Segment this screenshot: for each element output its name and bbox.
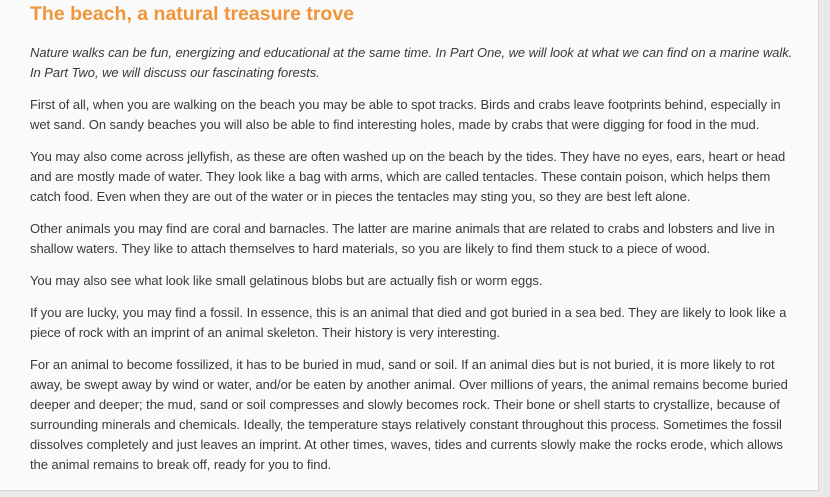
fossilization-paragraph: For an animal to become fossilized, it has to be buried in mud, sand or soil. If an animal dies but is not buried, it is more likely to rot away, be swept away by wind or water, and/or be eaten by another animal. Over millions of years, the animal remains become buried deeper and deeper; the mud, sand or soil compresses and slowly becomes rock. Their bone or shell starts to crystallize, because of surrounding minerals and chemicals. Ideally, the temperature stays relatively constant throughout this process. Sometimes the fossil dissolves completely and just leaves an imprint. At other times, waves, tides and currents slowly make the rocks erode, which allows the animal remains to break off, ready for you to find. — [30, 357, 788, 472]
jellyfish-paragraph: You may also come across jellyfish, as these are often washed up on the beach by the tides. They have no eyes, ears, heart or head and are mostly made of water. They look like a bag with arms, which are called tentacles. These contain poison, which helps them catch food. Even when they are out of the water or in pieces the tentacles may sting you, so they are best left alone. — [30, 149, 786, 204]
coral-barnacles-paragraph: Other animals you may find are coral and barnacles. The latter are marine animals that are related to crabs and lobsters and live in shallow waters. They like to attach themselves to hard materials, so you are likely to find them stuck to a piece of wood. — [30, 221, 775, 256]
fossil-paragraph: If you are lucky, you may find a fossil. In essence, this is an animal that died and got buried in a sea bed. They are likely to look like a piece of rock with an imprint of an animal skeleton. Their history is very interesting. — [30, 305, 787, 340]
intro-paragraph: Nature walks can be fun, energizing and educational at the same time. In Part One, we will look at what we can find on a marine walk. In Part Two, we will discuss our fascinating forests. — [30, 45, 793, 80]
tracks-paragraph: First of all, when you are walking on the beach you may be able to spot tracks. Birds and crabs leave footprints behind, especially in wet sand. On sandy beaches you will also be able to find interesting holes, made by crabs that were digging for food in the mud. — [30, 97, 781, 132]
eggs-paragraph: You may also see what look like small gelatinous blobs but are actually fish or worm eggs. — [30, 273, 543, 288]
article-title: The beach, a natural treasure trove — [30, 3, 355, 25]
